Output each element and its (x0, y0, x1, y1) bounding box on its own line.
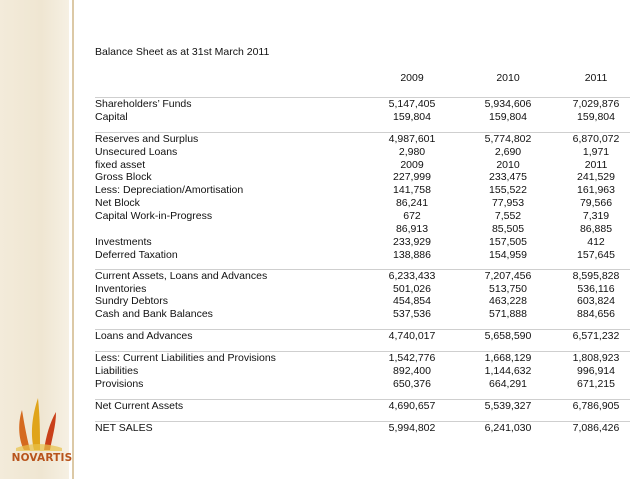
row-label: Reserves and Surplus (95, 132, 199, 145)
row-label: Cash and Bank Balances (95, 308, 213, 321)
row-label: Capital Work-in-Progress (95, 210, 213, 223)
cell: 157,645 (577, 248, 615, 261)
balance-sheet-table (95, 72, 630, 435)
table-row (95, 236, 630, 249)
cell: 7,207,456 (484, 269, 532, 282)
cell: 603,824 (577, 295, 615, 308)
cell: 86,913 (395, 223, 429, 236)
cell: 161,963 (577, 184, 615, 197)
row-label: Sundry Debtors (95, 295, 168, 308)
cell: 5,774,802 (484, 132, 532, 145)
cell: 159,804 (393, 110, 431, 123)
column-header: 2009 (400, 72, 424, 84)
cell: 7,552 (494, 210, 522, 223)
cell: 884,656 (577, 308, 615, 321)
cell: 6,786,905 (572, 399, 620, 412)
table-row (95, 378, 630, 391)
row-label: fixed asset (95, 158, 146, 171)
cell: 5,147,405 (388, 98, 436, 110)
cell: 6,241,030 (484, 421, 532, 434)
table-row (95, 197, 630, 210)
cell: 7,029,876 (572, 98, 620, 110)
cell: 536,116 (577, 282, 615, 295)
cell: 1,971 (582, 145, 610, 158)
cell: 86,241 (395, 197, 429, 210)
row-label: Capital (95, 110, 128, 123)
header-row (95, 72, 630, 94)
cell: 233,929 (393, 235, 431, 248)
cell: 7,086,426 (572, 421, 620, 434)
table-row (95, 351, 630, 365)
table-row (95, 249, 630, 262)
table-row (95, 365, 630, 378)
row-label: Current Assets, Loans and Advances (95, 269, 268, 282)
cell: 1,808,923 (572, 352, 620, 365)
table-row (95, 132, 630, 146)
table-row (95, 184, 630, 197)
cell: 2011 (584, 158, 608, 171)
row-label: Net Current Assets (95, 399, 184, 412)
cell: 1,668,129 (484, 352, 532, 365)
table-row (95, 295, 630, 308)
cell: 6,870,072 (572, 132, 620, 145)
table-row (95, 421, 630, 435)
cell: 4,690,657 (388, 399, 436, 412)
cell: 4,740,017 (388, 330, 436, 343)
cell: 8,595,828 (572, 269, 620, 282)
row-label: Liabilities (95, 365, 139, 378)
table-row (95, 210, 630, 223)
cell: 671,215 (577, 377, 615, 390)
cell: 227,999 (393, 171, 431, 184)
cell: 6,571,232 (572, 330, 620, 343)
row-label: Shareholders’ Funds (95, 98, 192, 110)
cell: 5,934,606 (484, 98, 532, 110)
page-title: Balance Sheet as at 31st March 2011 (95, 46, 270, 58)
cell: 5,658,590 (484, 330, 532, 343)
cell: 2,690 (494, 145, 522, 158)
row-label: Deferred Taxation (95, 248, 178, 261)
row-label: Net Block (95, 197, 140, 210)
table-row (95, 111, 630, 124)
table-row (95, 159, 630, 172)
table-row (95, 308, 630, 321)
cell: 571,888 (489, 308, 527, 321)
cell: 5,994,802 (388, 421, 436, 434)
column-header: 2011 (584, 72, 608, 84)
row-label: Provisions (95, 377, 144, 390)
table-row (95, 399, 630, 413)
cell: 2010 (496, 158, 520, 171)
cell: 501,026 (393, 282, 431, 295)
cell: 412 (587, 235, 605, 248)
brand-wordmark: NOVARTIS (11, 452, 73, 464)
cell: 2009 (400, 158, 424, 171)
cell: 154,959 (489, 248, 527, 261)
cell: 157,505 (489, 235, 527, 248)
cell: 5,539,327 (484, 399, 532, 412)
table-row (95, 171, 630, 184)
cell: 996,914 (577, 365, 615, 378)
table-row (95, 97, 630, 111)
novartis-logo (8, 388, 73, 468)
sidebar-divider (72, 0, 74, 479)
cell: 159,804 (489, 110, 527, 123)
cell: 1,542,776 (388, 352, 436, 365)
cell: 664,291 (489, 377, 527, 390)
table-row (95, 223, 630, 236)
cell: 241,529 (577, 171, 615, 184)
cell: 77,953 (491, 197, 525, 210)
cell: 4,987,601 (388, 132, 436, 145)
row-label: Loans and Advances (95, 330, 193, 343)
cell: 79,566 (579, 197, 613, 210)
row-label: Gross Block (95, 171, 152, 184)
cell: 513,750 (489, 282, 527, 295)
row-label: Unsecured Loans (95, 145, 178, 158)
row-label: Less: Current Liabilities and Provisions (95, 352, 276, 365)
cell: 650,376 (393, 377, 431, 390)
cell: 672 (403, 210, 421, 223)
table-row (95, 283, 630, 296)
cell: 141,758 (393, 184, 431, 197)
cell: 537,536 (393, 308, 431, 321)
cell: 86,885 (579, 223, 613, 236)
cell: 1,144,632 (484, 365, 532, 378)
cell: 892,400 (393, 365, 431, 378)
cell: 7,319 (582, 210, 610, 223)
flame-icon (8, 388, 68, 452)
cell: 6,233,433 (388, 269, 436, 282)
cell: 155,522 (489, 184, 527, 197)
table-row (95, 329, 630, 343)
table-row (95, 269, 630, 283)
column-header: 2010 (496, 72, 520, 84)
row-label: Investments (95, 235, 152, 248)
cell: 159,804 (577, 110, 615, 123)
cell: 463,228 (489, 295, 527, 308)
row-label: Less: Depreciation/Amortisation (95, 184, 244, 197)
cell: 2,980 (398, 145, 426, 158)
cell: 85,505 (491, 223, 525, 236)
table-row (95, 146, 630, 159)
cell: 233,475 (489, 171, 527, 184)
row-label: Inventories (95, 282, 147, 295)
row-label: NET SALES (95, 421, 153, 434)
cell: 454,854 (393, 295, 431, 308)
cell: 138,886 (393, 248, 431, 261)
